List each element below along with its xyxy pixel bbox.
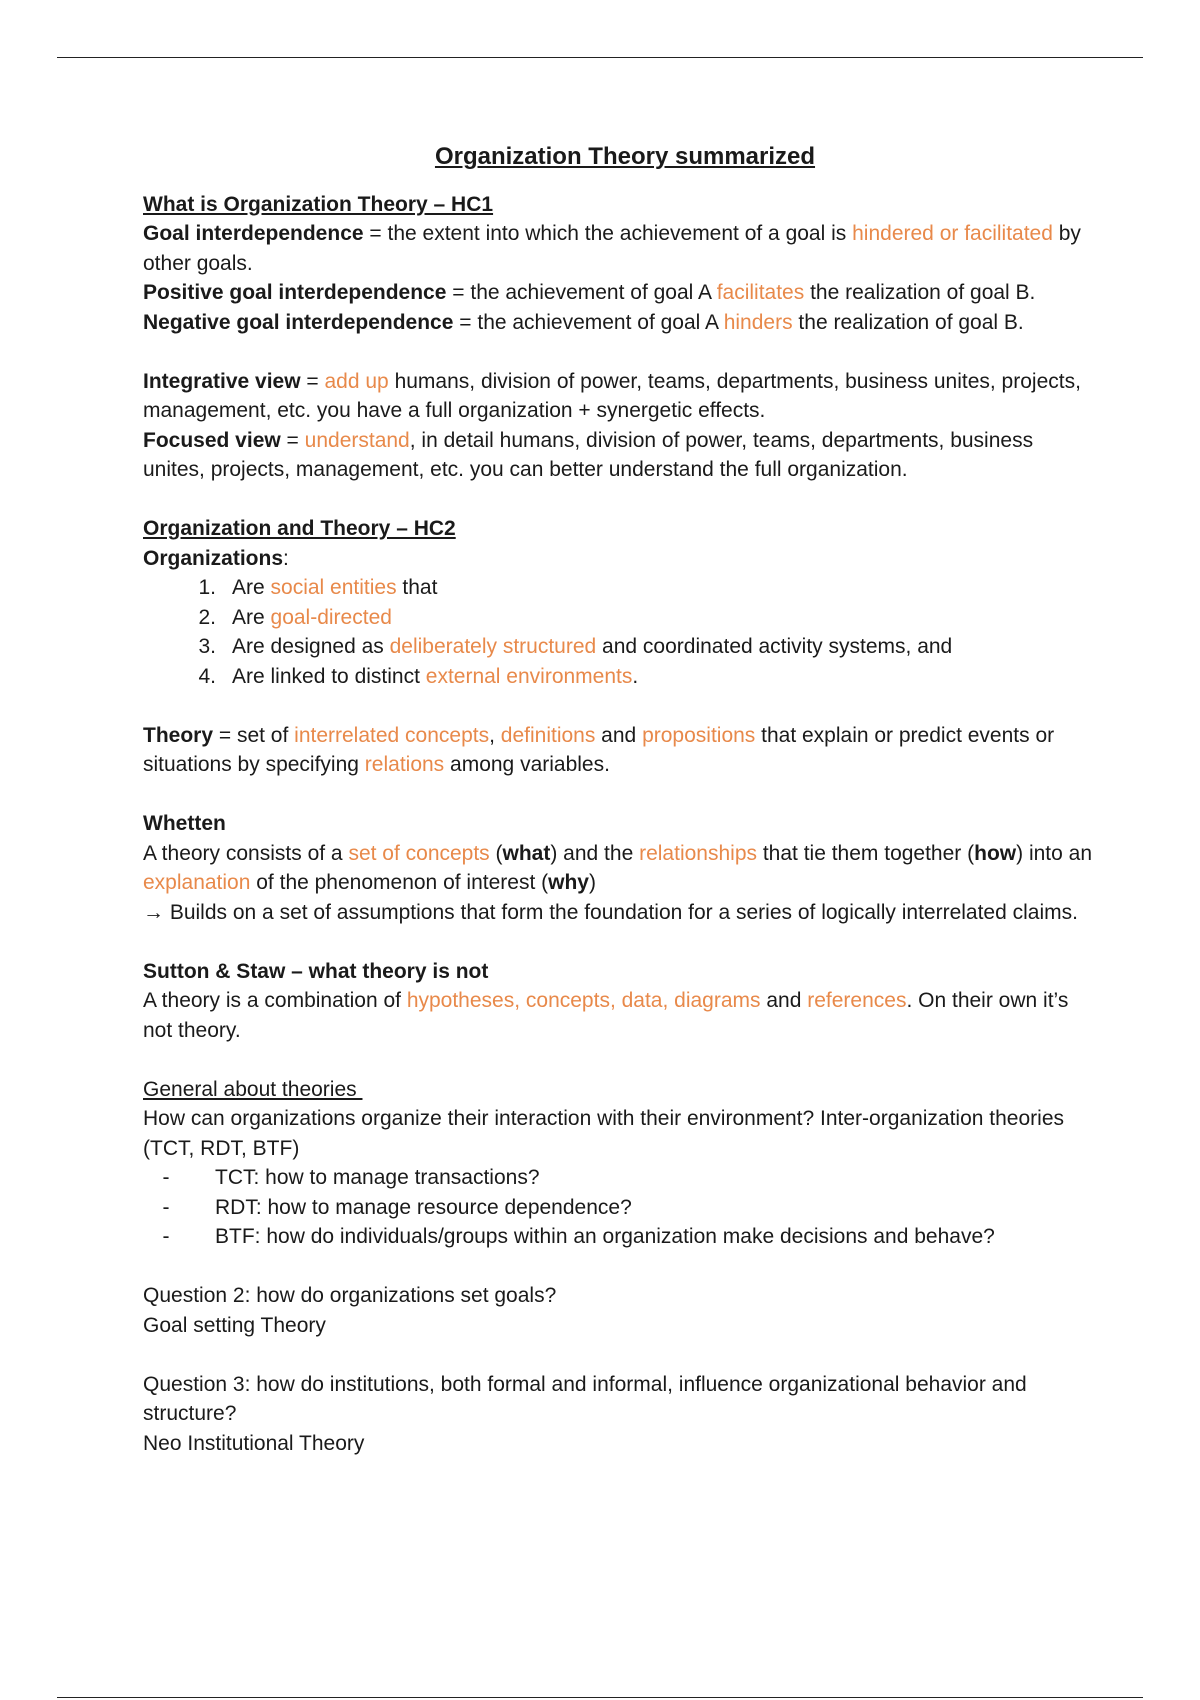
list-item	[143, 662, 1093, 692]
list-item	[143, 603, 1093, 633]
text: = the achievement of goal A	[446, 281, 717, 304]
highlight: hinders	[723, 310, 793, 334]
theories-list	[143, 1163, 1093, 1252]
theory-definition	[143, 721, 1093, 780]
question-3-answer: Neo Institutional Theory	[143, 1431, 365, 1455]
highlight: hindered or facilitated	[852, 222, 1053, 245]
bullet-mark: -	[162, 1166, 170, 1189]
term: Integrative view	[143, 369, 301, 393]
text: and	[595, 723, 643, 747]
term: Positive goal interdependence	[143, 281, 447, 304]
keyword: why	[548, 871, 589, 894]
list-item	[143, 632, 1093, 662]
term: Goal interdependence	[143, 222, 364, 245]
highlight: references	[807, 989, 907, 1012]
highlight: relationships	[639, 841, 757, 865]
list-number: 4.	[198, 664, 216, 688]
text: ,	[489, 723, 501, 747]
text: )	[588, 871, 596, 894]
keyword: what	[502, 841, 551, 865]
list-item	[143, 1222, 1093, 1252]
sutton-staw-definition	[143, 986, 1093, 1045]
heading-text: Whetten	[143, 812, 226, 835]
text: by other goals.	[143, 222, 1081, 275]
integrative-view-definition	[143, 367, 1093, 426]
negative-goal-definition	[143, 308, 1093, 338]
document-title: Organization Theory summarized	[434, 143, 816, 170]
whetten-arrow-note: → Builds on a set of assumptions that form the foundation for a series of logically interrelated claims.	[143, 900, 1078, 924]
question-2: Question 2: how do organizations set goals?	[143, 1284, 557, 1307]
text: A theory is a combination of	[143, 989, 407, 1012]
text: and	[760, 989, 808, 1012]
highlight: social entities	[270, 576, 397, 599]
highlight: external environments	[425, 664, 633, 688]
text: . On their own it’s not theory.	[143, 989, 1069, 1042]
text: of the phenomenon of interest (	[250, 871, 549, 894]
bullet-text: TCT: how to manage transactions?	[215, 1166, 540, 1189]
text: the realization of goal B.	[804, 281, 1036, 304]
highlight: hypotheses, concepts, data, diagrams	[406, 989, 761, 1012]
text: Are designed as	[232, 635, 390, 658]
question-3: Question 3: how do institutions, both formal and informal, influence organizational behavior and structure?	[143, 1372, 1027, 1425]
list-item	[143, 1193, 1093, 1223]
positive-goal-definition	[143, 278, 1093, 308]
whetten-heading	[143, 809, 1093, 839]
organizations-label	[143, 544, 1093, 574]
highlight: understand	[304, 428, 410, 452]
whetten-definition	[143, 839, 1093, 898]
list-item	[143, 573, 1093, 603]
bottom-rule	[57, 1697, 1143, 1698]
highlight: propositions	[642, 723, 756, 747]
text: =	[300, 369, 325, 393]
text: Are linked to distinct	[232, 664, 426, 688]
highlight: goal-directed	[270, 605, 392, 629]
highlight: facilitates	[716, 281, 805, 304]
text: among variables.	[444, 753, 610, 776]
bullet-mark: -	[162, 1195, 170, 1219]
highlight: definitions	[500, 723, 596, 747]
highlight: add up	[324, 369, 389, 393]
text: the realization of goal B.	[792, 310, 1024, 334]
bullet-mark: -	[162, 1225, 170, 1248]
text: , in detail humans, division of power, teams, departments, business unites, projects, management, etc. you can better understand the full organization.	[143, 428, 1034, 481]
text: A theory consists of a	[143, 841, 349, 865]
text: = the achievement of goal A	[453, 310, 724, 334]
organizations-list	[143, 573, 1093, 691]
document-page	[143, 142, 1093, 1458]
term: Negative goal interdependence	[143, 310, 454, 334]
bullet-text: BTF: how do individuals/groups within an organization make decisions and behave?	[215, 1225, 995, 1248]
text: (	[489, 841, 503, 865]
text: .	[632, 664, 639, 688]
text: Are	[232, 576, 271, 599]
heading-text: Sutton & Staw – what theory is not	[143, 959, 489, 983]
highlight: relations	[364, 753, 445, 776]
text: that tie them together (	[757, 841, 975, 865]
section-heading-hc2: Organization and Theory – HC2	[143, 517, 456, 540]
highlight: set of concepts	[348, 841, 490, 865]
text: :	[283, 546, 289, 570]
text: that explain or predict events or situations by specifying	[143, 723, 1055, 776]
goal-interdependence-definition	[143, 219, 1093, 278]
keyword: how	[974, 841, 1017, 865]
text: and coordinated activity systems, and	[596, 635, 953, 658]
text: Are	[232, 605, 271, 629]
general-heading: General about theories	[143, 1077, 363, 1101]
text: =	[280, 428, 305, 452]
text: ) into an	[1016, 841, 1093, 865]
list-item	[143, 1163, 1093, 1193]
text: = set of	[213, 723, 295, 747]
general-intro: How can organizations organize their interaction with their environment? Inter-organization theories (TCT, RDT, BTF)	[143, 1107, 1064, 1160]
highlight: deliberately structured	[389, 635, 597, 658]
question-2-answer: Goal setting Theory	[143, 1313, 326, 1337]
term: Organizations	[143, 546, 284, 570]
highlight: interrelated concepts	[294, 723, 490, 747]
text: humans, division of power, teams, departments, business unites, projects, management, etc. you have a full organization + synergetic effects.	[143, 369, 1081, 422]
list-number: 2.	[198, 605, 216, 629]
bullet-text: RDT: how to manage resource dependence?	[215, 1195, 632, 1219]
text: that	[396, 576, 438, 599]
term: Theory	[143, 723, 214, 747]
term: Focused view	[143, 428, 281, 452]
focused-view-definition	[143, 426, 1093, 485]
text: ) and the	[550, 841, 640, 865]
highlight: explanation	[143, 871, 251, 894]
top-rule	[57, 57, 1143, 58]
list-number: 1.	[198, 576, 216, 599]
text: = the extent into which the achievement of a goal is	[363, 222, 853, 245]
list-number: 3.	[198, 635, 216, 658]
section-heading-hc1: What is Organization Theory – HC1	[143, 192, 494, 216]
sutton-staw-heading	[143, 957, 1093, 987]
